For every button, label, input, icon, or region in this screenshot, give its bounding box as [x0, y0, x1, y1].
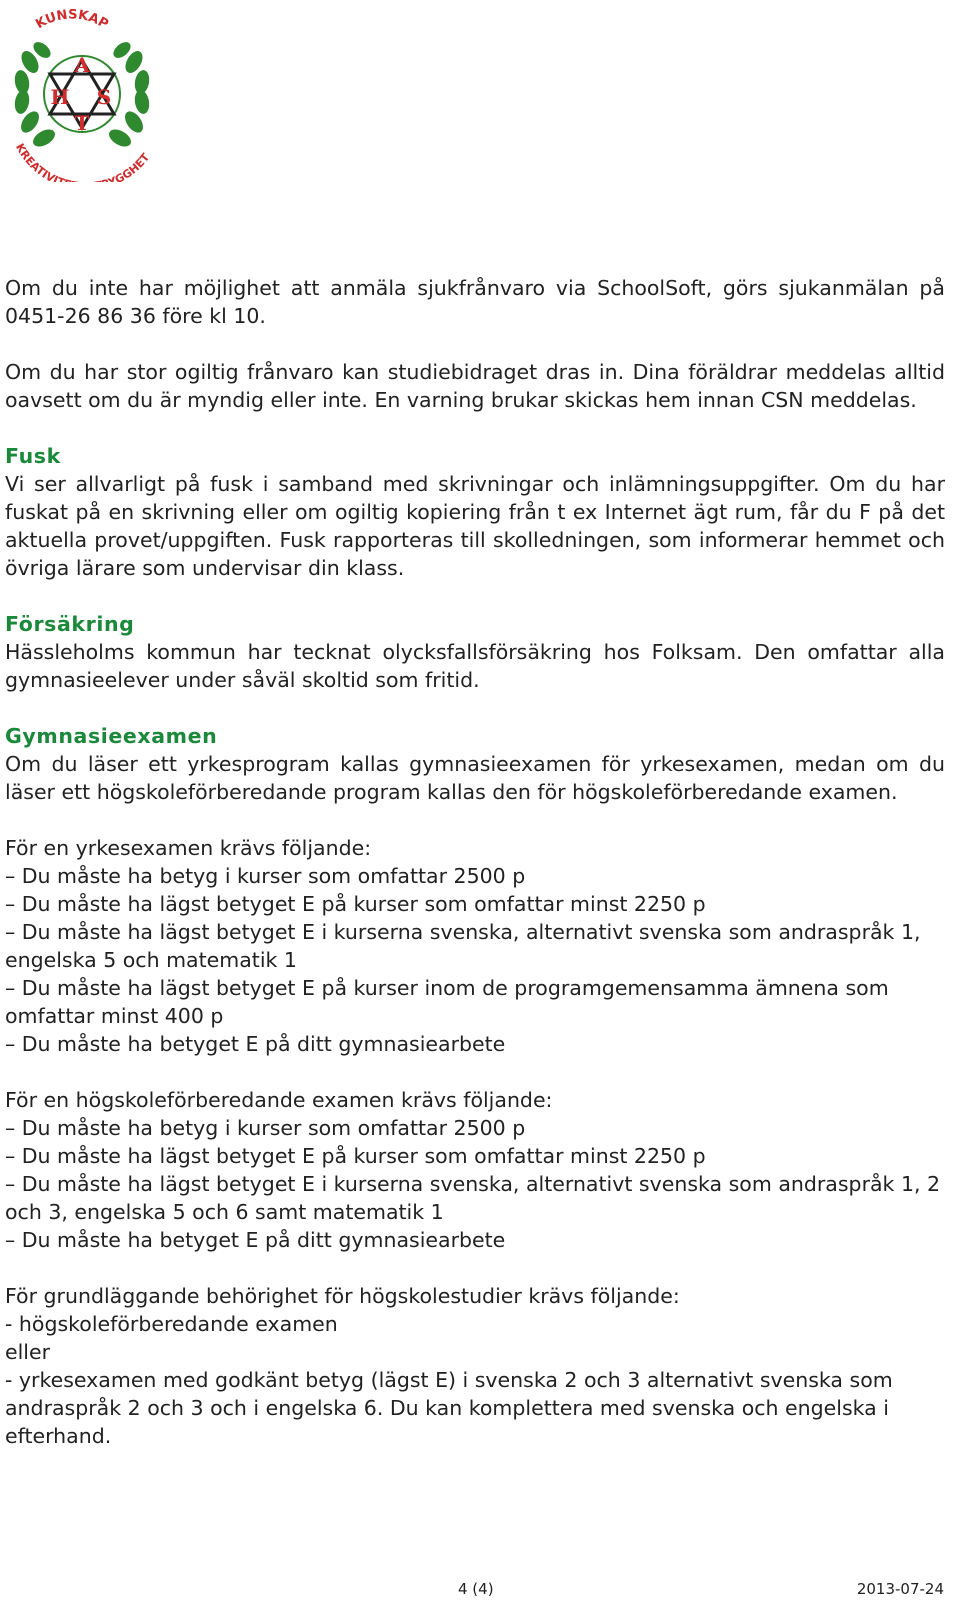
list-item: – Du måste ha betyg i kurser som omfattar 2500 p — [5, 864, 526, 888]
gymnasieexamen-text: Om du läser ett yrkesprogram kallas gymnasieexamen för yrkesexamen, medan om du läser ett högskoleförberedande program kallas den för högskoleförberedande examen. — [5, 752, 945, 804]
document-date: 2013-07-24 — [856, 1580, 944, 1598]
forsakring-section — [5, 610, 945, 694]
logo-letter-a: A — [74, 53, 90, 77]
logo-letter-s: S — [96, 85, 112, 109]
list-item: – Du måste ha lägst betyget E på kurser inom de programgemensamma ämnena som omfattar minst 400 p — [5, 976, 889, 1028]
logo-letter-t: T — [74, 111, 90, 135]
sick-report-paragraph: Om du inte har möjlighet att anmäla sjukfrånvaro via SchoolSoft, görs sjukanmälan på 0451-26 86 36 före kl 10. — [5, 276, 945, 328]
logo-top-text: KUNSKAP — [33, 7, 111, 33]
list-item: – Du måste ha lägst betyget E i kurserna svenska, alternativt svenska som andraspråk 1, engelska 5 och matematik 1 — [5, 920, 921, 972]
document-body — [5, 274, 945, 1478]
fusk-section — [5, 442, 945, 582]
list-item: eller — [5, 1340, 51, 1364]
list-item: - högskoleförberedande examen — [5, 1312, 338, 1336]
hogskoleforberedande-intro: För en högskoleförberedande examen krävs följande: — [5, 1088, 553, 1112]
gymnasieexamen-section — [5, 722, 945, 806]
yrkesexamen-intro: För en yrkesexamen krävs följande: — [5, 836, 372, 860]
list-item: – Du måste ha lägst betyget E på kurser som omfattar minst 2250 p — [5, 892, 706, 916]
page-number: 4 (4) — [458, 1580, 494, 1598]
fusk-heading: Fusk — [5, 444, 61, 468]
yrkesexamen-section — [5, 834, 945, 1058]
list-item: – Du måste ha lägst betyget E i kurserna svenska, alternativt svenska som andraspråk 1, 2 och 3, engelska 5 och 6 samt matematik 1 — [5, 1172, 941, 1224]
gymnasieexamen-heading: Gymnasieexamen — [5, 724, 218, 748]
fusk-text: Vi ser allvarligt på fusk i samband med skrivningar och inlämningsuppgifter. Om du har fuskat på en skrivning eller om ogiltig kopiering från t ex Internet ägt rum, får du F på det aktuella provet/uppgiften. Fusk rapporteras till skolledningen, som informerar hemmet och övriga lärare som undervisar din klass. — [5, 472, 945, 580]
forsakring-text: Hässleholms kommun har tecknat olycksfallsförsäkring hos Folksam. Den omfattar alla gymnasieelever under såväl skoltid som fritid. — [5, 640, 945, 692]
list-item: – Du måste ha betyget E på ditt gymnasiearbete — [5, 1228, 506, 1252]
list-item: – Du måste ha betyget E på ditt gymnasiearbete — [5, 1032, 506, 1056]
absence-paragraph: Om du har stor ogiltig frånvaro kan studiebidraget dras in. Dina föräldrar meddelas alltid oavsett om du är myndig eller inte. En varning brukar skickas hem innan CSN meddelas. — [5, 360, 945, 412]
list-item: – Du måste ha lägst betyget E på kurser som omfattar minst 2250 p — [5, 1144, 706, 1168]
logo-bottom-text: KREATIVI YGGHET — [12, 141, 153, 182]
hogskoleforberedande-section — [5, 1086, 945, 1254]
behorighet-intro: För grundläggande behörighet för högskolestudier krävs följande: — [5, 1284, 680, 1308]
behorighet-section — [5, 1282, 945, 1450]
list-item: – Du måste ha betyg i kurser som omfattar 2500 p — [5, 1116, 526, 1140]
list-item: - yrkesexamen med godkänt betyg (lägst E) i svenska 2 och 3 alternativt svenska som andraspråk 2 och 3 och i engelska 6. Du kan komplettera med svenska och engelska i efterhand. — [5, 1368, 893, 1448]
logo-letter-h: H — [50, 85, 70, 109]
school-logo — [2, 2, 162, 182]
forsakring-heading: Försäkring — [5, 612, 135, 636]
